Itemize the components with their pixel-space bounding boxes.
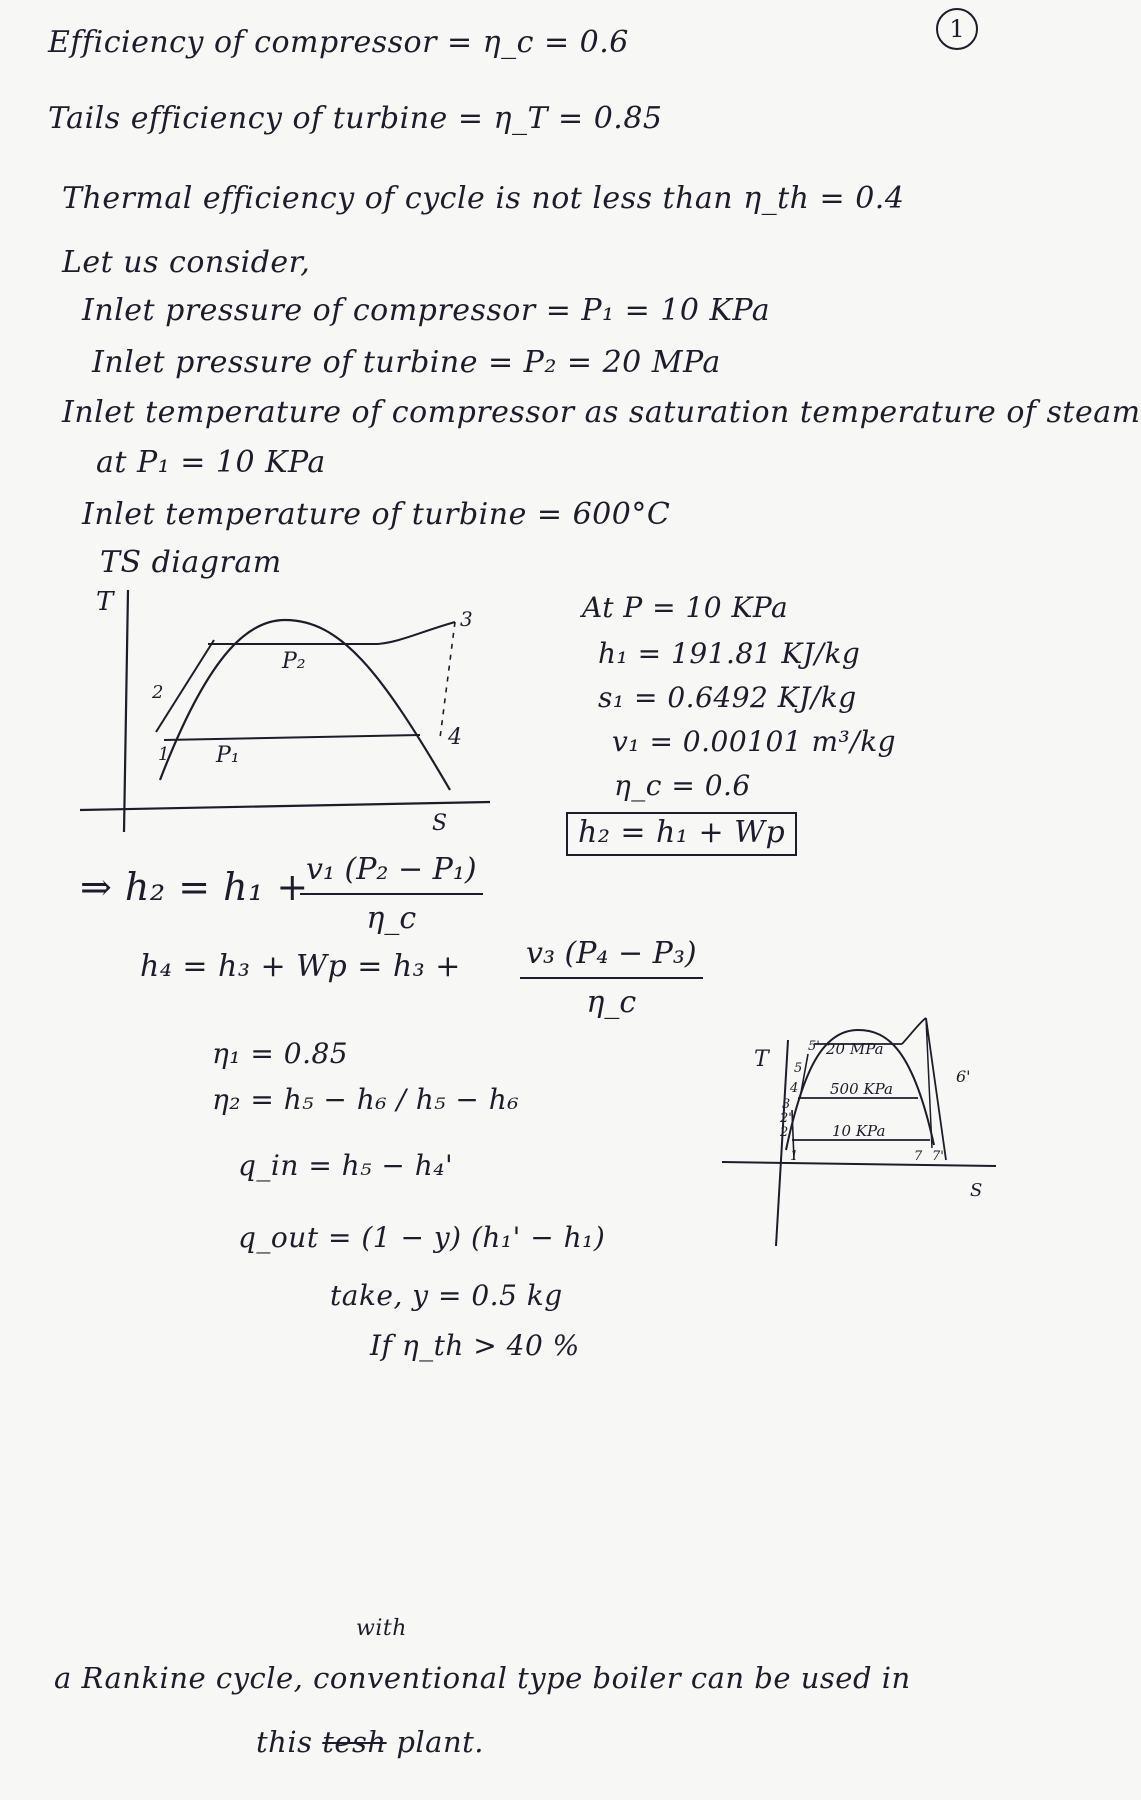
let-us-consider-line: Let us consider, (62, 245, 311, 280)
t-axis-line (124, 590, 128, 832)
p1-label: P₁ (216, 743, 240, 768)
saturation-pressure-line: at P₁ = 10 KPa (96, 445, 326, 480)
ts-diagram-heading: TS diagram (100, 545, 282, 580)
label-1: 1 (790, 1149, 799, 1164)
p2-label: P₂ (282, 649, 306, 674)
superheat-line-2 (902, 1018, 926, 1044)
struck-out-word: tesh (322, 1725, 387, 1759)
eta-c-value: η_c = 0.6 (614, 769, 751, 802)
h1-value: h₁ = 191.81 KJ/kg (598, 637, 861, 670)
label-2p: 2' (780, 1111, 792, 1126)
turbine-efficiency-line: Tails efficiency of turbine = η_T = 0.85 (48, 101, 663, 136)
s1-value: s₁ = 0.6492 KJ/kg (598, 681, 857, 714)
t-axis-line-2 (776, 1040, 791, 1246)
saturation-dome (160, 620, 450, 790)
label-2: 2 (780, 1125, 789, 1140)
point-3-label: 3 (460, 607, 473, 631)
caret-insertion: with (356, 1616, 407, 1641)
h2-fraction (300, 852, 483, 936)
point-4-label: 4 (448, 725, 462, 750)
s-axis-line-2 (722, 1162, 996, 1166)
turbine-inlet-temperature-line: Inlet temperature of turbine = 600°C (82, 497, 671, 532)
label-5p: 5' (808, 1039, 820, 1054)
compressor-efficiency-line: Efficiency of compressor = η_c = 0.6 (48, 25, 629, 60)
compressor-inlet-pressure-line: Inlet pressure of compressor = P₁ = 10 KPa (82, 293, 771, 328)
s-axis-label-2: S (970, 1180, 983, 1201)
regenerative-ts-diagram (708, 1010, 1008, 1260)
label-7p: 7' (932, 1149, 944, 1164)
label-6p: 6' (956, 1067, 971, 1086)
conclusion-line-1: a Rankine cycle, conventional type boiler can be used in (54, 1661, 911, 1695)
eta1-line: η₁ = 0.85 (212, 1037, 349, 1070)
expansion-line (440, 622, 455, 738)
qin-line: q_in = h₅ − h₄' (238, 1149, 454, 1182)
label-4: 4 (790, 1081, 799, 1096)
thermal-efficiency-line: Thermal efficiency of cycle is not less than η_th = 0.4 (62, 181, 905, 216)
state-header: At P = 10 KPa (582, 591, 789, 624)
t-axis-label-2: T (754, 1047, 769, 1072)
compression-line (156, 640, 214, 732)
h2-numerator: v₁ (P₂ − P₁) (300, 852, 483, 895)
ts-diagram (60, 580, 520, 840)
conclusion-plant: plant. (396, 1725, 485, 1759)
h4-denominator: η_c (586, 985, 637, 1020)
pump-work-boxed-equation: h₂ = h₁ + Wp (566, 812, 797, 856)
h4-numerator: v₃ (P₄ − P₃) (520, 936, 703, 979)
s-axis-label: S (432, 811, 448, 836)
label-20mpa: 20 MPa (826, 1040, 884, 1058)
label-500kpa: 500 KPa (830, 1080, 893, 1098)
conclusion-this: this (256, 1725, 313, 1759)
h4-fraction (520, 936, 703, 1020)
t-axis-label: T (96, 587, 114, 617)
s-axis-line (80, 802, 490, 810)
p1-isobar (164, 735, 420, 740)
h2-denominator: η_c (366, 901, 417, 936)
turbine-inlet-pressure-line: Inlet pressure of turbine = P₂ = 20 MPa (92, 345, 721, 380)
label-5: 5 (794, 1061, 803, 1076)
take-y-line: take, y = 0.5 kg (330, 1279, 563, 1312)
label-7: 7 (914, 1149, 923, 1164)
conclusion-line-2 (256, 1725, 485, 1759)
point-2-label: 2 (152, 682, 164, 703)
h4-equation-lhs: h₄ = h₃ + Wp = h₃ + (140, 949, 461, 984)
point-1-label: 1 (158, 744, 170, 765)
v1-value: v₁ = 0.00101 m³/kg (612, 725, 897, 758)
superheat-line (378, 622, 455, 644)
efficiency-check-line: If η_th > 40 % (370, 1329, 580, 1362)
h2-equation-lhs: ⇒ h₂ = h₁ + (80, 865, 309, 909)
compressor-inlet-temperature-line: Inlet temperature of compressor as saturation temperature of steam (62, 395, 1141, 430)
page-number: 1 (936, 8, 978, 50)
label-3: 3 (782, 1097, 791, 1112)
label-10kpa: 10 KPa (832, 1122, 886, 1140)
qout-line: q_out = (1 − y) (h₁' − h₁) (238, 1221, 606, 1254)
eta2-line: η₂ = h₅ − h₆ / h₅ − h₆ (212, 1083, 520, 1116)
